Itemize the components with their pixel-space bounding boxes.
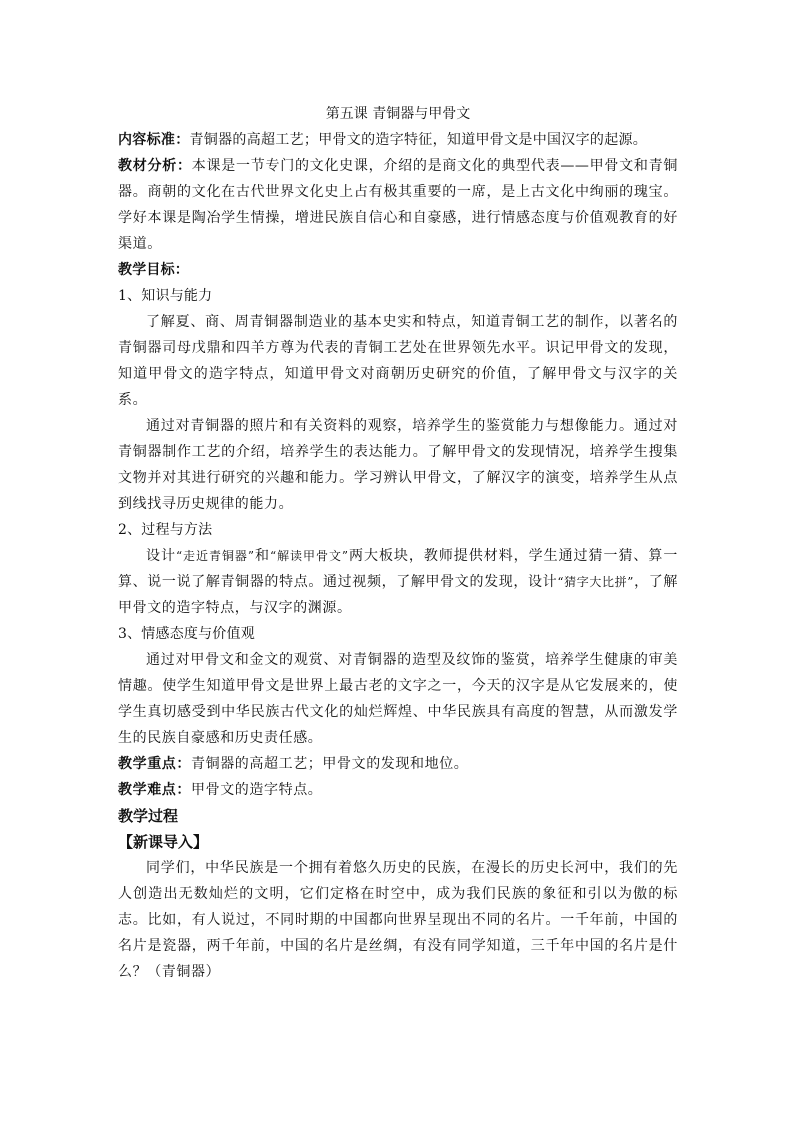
difficult-points-text: 甲骨文的造字特点。	[191, 782, 323, 798]
material-analysis-label: 教材分析：	[118, 158, 192, 174]
key-points-label: 教学重点：	[118, 756, 191, 772]
section1-heading: 1、知识与能力	[118, 288, 213, 304]
material-analysis	[118, 153, 678, 257]
section2-quote-oracle: “解读甲骨文”	[269, 549, 349, 563]
section3-heading: 3、情感态度与价值观	[118, 626, 255, 642]
section2-text-part3: 两大板块，教师提供材料，学生通过猜一猜、算一算、说一说了解青铜器的特点。通过视频，了解甲骨文的发现，设计	[118, 548, 678, 590]
section2-heading: 2、过程与方法	[118, 522, 213, 538]
section3-paragraph: 通过对甲骨文和金文的观赏、对青铜器的造型及纹饰的鉴赏，培养学生健康的审美情趣。使学生知道甲骨文是世界上最古老的文字之一，今天的汉字是从它发展来的，使学生真切感受到中华民族古代文化的灿烂辉煌、中华民族具有高度的智慧，从而激发学生的民族自豪感和历史责任感。	[118, 652, 678, 746]
section2-text-part2: 和	[254, 548, 270, 564]
section1-paragraph-2: 通过对青铜器的照片和有关资料的观察，培养学生的鉴赏能力与想像能力。通过对青铜器制作工艺的介绍，培养学生的表达能力。了解甲骨文的发现情况，培养学生搜集文物并对其进行研究的兴趣和能力。学习辨认甲骨文，了解汉字的演变，培养学生从点到线找寻历史规律的能力。	[118, 418, 678, 512]
section2-quote-bronze: “走近青铜器”	[175, 549, 255, 563]
key-points	[118, 751, 678, 777]
lesson-title: 第五课 青铜器与甲骨文	[325, 106, 471, 122]
section2-paragraph	[118, 543, 678, 621]
section2-quote-game: “猜字大比拼”	[557, 575, 635, 589]
section1-paragraph-1: 了解夏、商、周青铜器制造业的基本史实和特点，知道青铜工艺的制作，以著名的青铜器司母戊鼎和四羊方尊为代表的青铜工艺处在世界领先水平。识记甲骨文的发现，知道甲骨文的造字特点，知道甲骨文对商朝历史研究的价值，了解甲骨文与汉字的关系。	[118, 314, 678, 408]
section2-text-part4: ，了解甲骨文的造字特点，与汉字的渊源。	[118, 574, 678, 616]
difficult-points	[118, 777, 678, 803]
material-analysis-text: 本课是一节专门的文化史课，介绍的是商文化的典型代表——甲骨文和青铜器。商朝的文化在古代世界文化史上占有极其重要的一席，是上古文化中绚丽的瑰宝。学好本课是陶冶学生情操，增进民族自信心和自豪感，进行情感态度与价值观教育的好渠道。	[118, 158, 678, 252]
content-standard-label: 内容标准：	[118, 132, 190, 148]
document-page	[118, 101, 678, 985]
intro-paragraph: 同学们，中华民族是一个拥有着悠久历史的民族，在漫长的历史长河中，我们的先人创造出无数灿烂的文明，它们定格在时空中，成为我们民族的象征和引以为傲的标志。比如，有人说过，不同时期的中国都向世界呈现出不同的名片。一千年前，中国的名片是瓷器，两千年前，中国的名片是丝绸，有没有同学知道，三千年中国的名片是什么？（青铜器）	[118, 860, 678, 980]
objectives-heading: 教学目标：	[118, 262, 189, 278]
content-standard-text: 青铜器的高超工艺；甲骨文的造字特征，知道甲骨文是中国汉字的起源。	[189, 132, 648, 148]
key-points-text: 青铜器的高超工艺；甲骨文的发现和地位。	[191, 756, 469, 772]
intro-heading: 【新课导入】	[118, 833, 209, 851]
difficult-points-label: 教学难点：	[118, 782, 191, 798]
content-standard	[118, 127, 678, 153]
section2-text-part1: 设计	[146, 548, 176, 564]
process-heading: 教学过程	[118, 807, 179, 825]
